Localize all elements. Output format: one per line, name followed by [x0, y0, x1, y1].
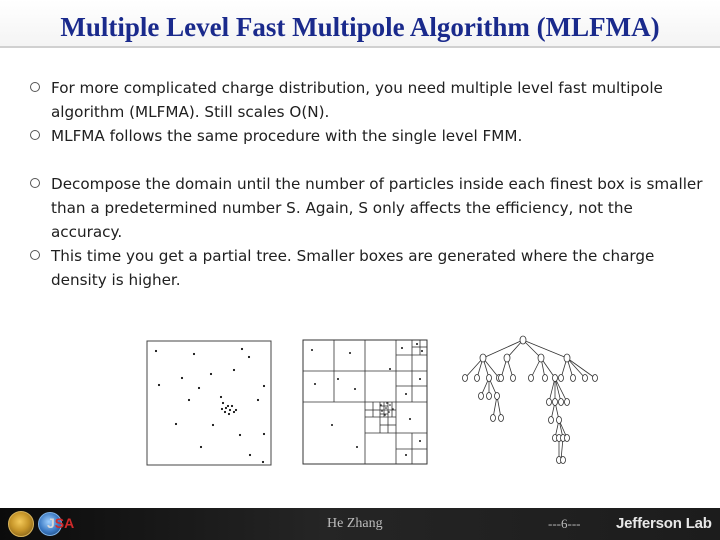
doe-seal-logo [8, 511, 34, 537]
bullet-circle-icon [30, 178, 40, 188]
bullet-list [30, 76, 705, 292]
particle-distribution-figure [146, 340, 272, 466]
partial-tree-figure [455, 332, 600, 472]
footer-author: He Zhang [327, 516, 383, 531]
tree-nodes [463, 336, 598, 464]
adaptive-quadtree-figure [302, 339, 429, 466]
bullet-text: Decompose the domain until the number of particles inside each finest box is smaller than a predetermined number S. Again, S only affects the efficiency, not the accuracy. [51, 175, 703, 241]
bullet-item [30, 244, 705, 292]
bullet-circle-icon [30, 130, 40, 140]
bullet-item [30, 76, 705, 124]
footer-bar [0, 508, 720, 540]
bullet-text: MLFMA follows the same procedure with the single level FMM. [51, 127, 523, 145]
jefferson-lab-logo: Jefferson Lab [616, 515, 712, 532]
bullet-item [30, 172, 705, 244]
title-bar [0, 0, 720, 48]
bullet-gap [30, 148, 705, 172]
slide-title: Multiple Level Fast Multipole Algorithm (MLFMA) [60, 12, 660, 42]
bullet-item [30, 124, 705, 148]
bullet-circle-icon [30, 250, 40, 260]
footer-page-number: ---6--- [548, 516, 581, 531]
jsa-logo-accent: SA [54, 515, 75, 531]
bullet-text: For more complicated charge distribution, you need multiple level fast multipole algorithm (MLFMA). Still scales O(N). [51, 79, 663, 121]
bullet-circle-icon [30, 82, 40, 92]
bullet-text: This time you get a partial tree. Smaller boxes are generated where the charge density is higher. [51, 247, 655, 289]
domain-box [147, 341, 271, 465]
jsa-logo-prefix: J [47, 515, 55, 531]
jsa-logo [47, 515, 74, 531]
